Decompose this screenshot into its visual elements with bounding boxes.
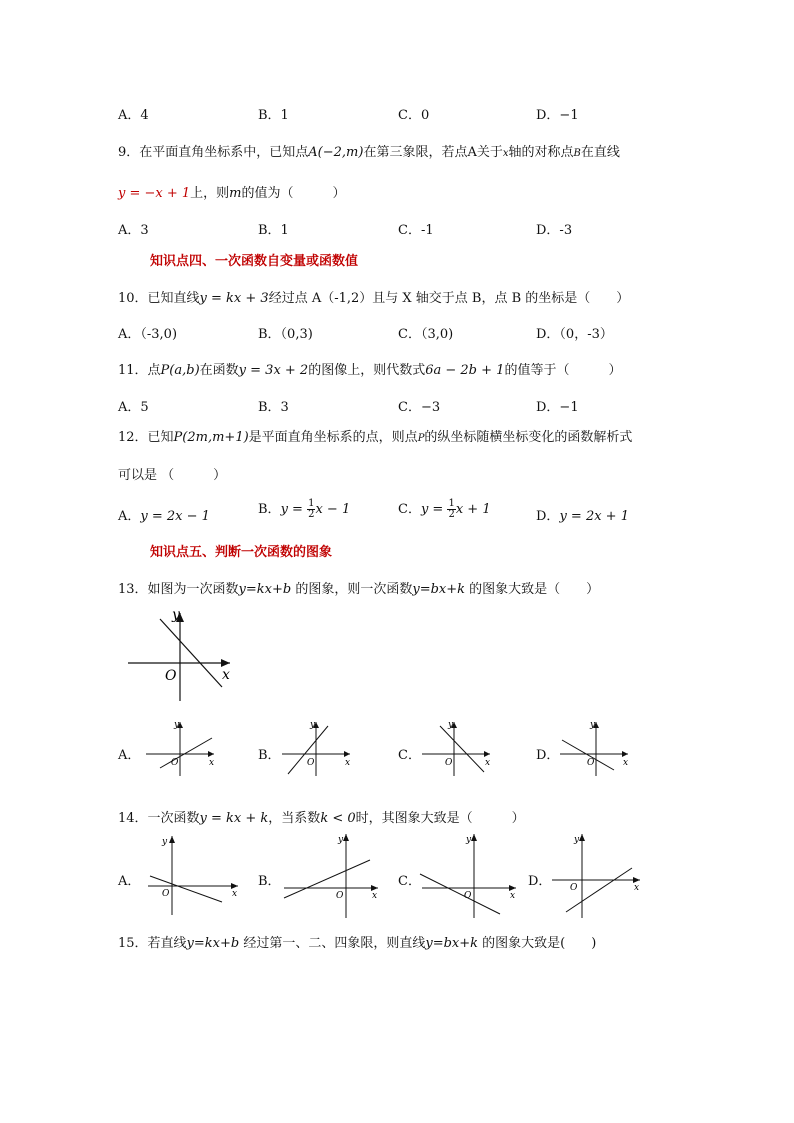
svg-text:O: O: [307, 758, 315, 768]
q9-option-a: A．3: [118, 223, 149, 238]
svg-text:y: y: [310, 720, 316, 730]
q9-option-c: C．-1: [398, 223, 434, 238]
q10-option-a: A．（-3,0): [118, 327, 178, 342]
q13-option-a-label: A．: [118, 748, 141, 763]
q13-option-d-label: D．: [536, 748, 560, 763]
svg-text:O: O: [171, 758, 179, 768]
section-4-heading: 知识点四、一次函数自变量或函数值: [150, 254, 359, 269]
svg-text:x: x: [209, 758, 215, 768]
q13-main-graph: [120, 605, 240, 705]
x-label: x: [222, 667, 230, 683]
section-5-heading: 知识点五、判断一次函数的图象: [150, 545, 333, 560]
q14-option-a-graph: [140, 832, 240, 917]
q13-option-b-graph: [278, 718, 358, 778]
q12-option-d: D．y = 2x + 1: [536, 509, 629, 524]
q14-option-a-label: A．: [118, 874, 141, 889]
q11-text: 11．点P(a,b)在函数y = 3x + 2的图像上，则代数式6a − 2b + 1的值等于（ ）: [118, 363, 622, 378]
q14-option-c-graph: [418, 830, 518, 920]
q13-option-d-graph: [556, 718, 636, 778]
svg-text:x: x: [345, 758, 351, 768]
q14-option-b-graph: [280, 830, 380, 920]
q9-line2: y = −x + 1上，则m的值为（ ）: [118, 186, 346, 201]
q14-option-d-label: D．: [528, 874, 552, 889]
svg-text:O: O: [445, 758, 453, 768]
graph-line: [150, 876, 222, 902]
q9-option-d: D．-3: [536, 223, 573, 238]
q13-option-c-graph: [418, 718, 498, 778]
origin-label: O: [165, 668, 177, 684]
q13-option-a-graph: [142, 718, 222, 778]
q9-line1: 9．在平面直角坐标系中，已知点A(−2,m)在第三象限，若点A关于x轴的对称点B在直线: [118, 145, 620, 160]
graph-line: [284, 860, 370, 898]
svg-text:y: y: [466, 835, 472, 845]
svg-text:x: x: [232, 889, 238, 899]
q13-option-b-label: B．: [258, 748, 281, 763]
svg-text:x: x: [623, 758, 629, 768]
q11-option-a: A．5: [118, 400, 149, 415]
svg-text:y: y: [590, 720, 596, 730]
q14-text: 14．一次函数y = kx + k，当系数k < 0时，其图象大致是（ ）: [118, 811, 525, 826]
q11-option-c: C．−3: [398, 400, 441, 415]
q14-option-d-graph: [548, 830, 648, 920]
svg-text:x: x: [634, 883, 640, 893]
q10-option-b: B．（0,3): [258, 327, 313, 342]
q10-text: 10．已知直线y = kx + 3经过点 A（-1,2）且与 X 轴交于点 B，点 B 的坐标是（ ）: [118, 291, 630, 306]
svg-text:x: x: [372, 891, 378, 901]
q12-option-c: C．y = $\frac{1}{2}$ x + 1: [398, 498, 491, 520]
q12-line1: 12．已知P(2m,m+1)是平面直角坐标系的点，则点P的纵坐标随横坐标变化的函数解析式: [118, 430, 633, 445]
svg-text:O: O: [464, 891, 472, 901]
fraction-one-half: $\frac{1}{2}$: [308, 498, 315, 520]
svg-text:O: O: [162, 889, 170, 899]
q8-option-c: C．0: [398, 108, 430, 123]
svg-text:x: x: [510, 891, 516, 901]
svg-text:O: O: [587, 758, 595, 768]
svg-text:y: y: [338, 835, 344, 845]
fraction-one-half: $\frac{1}{2}$: [448, 498, 455, 520]
svg-text:y: y: [174, 720, 180, 730]
svg-text:x: x: [485, 758, 491, 768]
y-label: y: [172, 607, 180, 623]
svg-text:y: y: [574, 835, 580, 845]
q8-option-a: A．4: [118, 108, 149, 123]
svg-text:y: y: [162, 837, 168, 847]
svg-text:O: O: [570, 883, 578, 893]
q11-option-d: D．−1: [536, 400, 579, 415]
graph-line: [160, 738, 215, 768]
svg-text:O: O: [336, 891, 344, 901]
x-axis-arrow: [221, 659, 230, 667]
q13-option-c-label: C．: [398, 748, 421, 763]
q12-line2: 可以是 （ ）: [118, 468, 227, 483]
q9-option-b: B．1: [258, 223, 289, 238]
q12-option-b: B．y = $\frac{1}{2}$ x − 1: [258, 498, 351, 520]
svg-text:y: y: [448, 720, 454, 730]
graph-line: [420, 874, 500, 914]
q14-option-c-label: C．: [398, 874, 421, 889]
q8-option-b: B．1: [258, 108, 289, 123]
q14-option-b-label: B．: [258, 874, 281, 889]
q8-option-d: D．−1: [536, 108, 579, 123]
q13-text: 13．如图为一次函数y=kx+b 的图象，则一次函数y=bx+k 的图象大致是（ ）: [118, 582, 600, 597]
q15-text: 15．若直线y=kx+b 经过第一、二、四象限，则直线y=bx+k 的图象大致是( ): [118, 936, 597, 951]
q12-option-a: A．y = 2x − 1: [118, 509, 210, 524]
q10-option-c: C．（3,0): [398, 327, 454, 342]
q11-option-b: B．3: [258, 400, 289, 415]
q10-option-d: D．（0，-3）: [536, 327, 613, 342]
